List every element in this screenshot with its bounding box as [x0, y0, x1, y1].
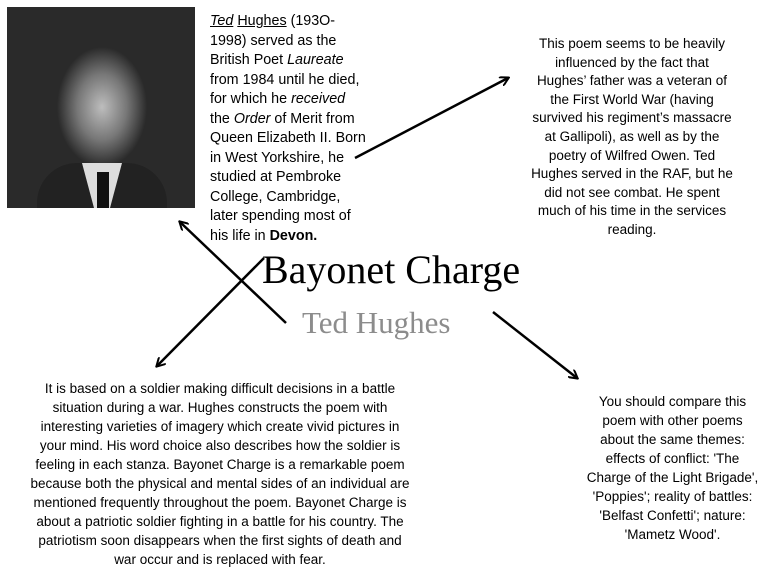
- bio-text: studied at Pembroke: [210, 169, 342, 185]
- bio-text: Laureate: [287, 52, 344, 68]
- influence-line: reading.: [607, 221, 657, 237]
- bio-text: 1998) served as the: [210, 32, 337, 49]
- summary-line: war occur and is replaced with fear.: [114, 552, 326, 567]
- bio-text: British Poet: [210, 52, 288, 68]
- bio-text: for which he: [210, 91, 292, 107]
- compare-line: You should compare this: [598, 394, 747, 409]
- bio-text: received: [291, 91, 346, 107]
- influence-line: survived his regiment’s massacre: [532, 110, 732, 126]
- bio-text: College, Cambridge,: [210, 188, 341, 205]
- bio-text: from 1984 until he died,: [210, 71, 360, 88]
- arrow-to-biography: [180, 222, 286, 323]
- bio-text: Ted: [210, 13, 234, 29]
- influence-line: at Gallipoli), as well as by the: [544, 128, 720, 144]
- influence-line: Hughes served in the RAF, but he: [531, 166, 733, 182]
- arrow-to-influence: [355, 78, 508, 158]
- summary-line: situation during a war. Hughes constructs the poem with: [52, 400, 388, 415]
- summary-line: interesting varieties of imagery which create vivid pictures in: [40, 419, 400, 434]
- poem-author: Ted Hughes: [302, 305, 451, 340]
- influence-line: much of his time in the services: [537, 203, 727, 219]
- arrow-to-compare: [493, 312, 577, 378]
- compare-line: about the same themes:: [600, 432, 745, 447]
- bio-text: in West Yorkshire, he: [210, 149, 345, 166]
- poem-title: Bayonet Charge: [262, 247, 521, 292]
- bio-text: of Merit from: [270, 110, 355, 127]
- influence-line: Hughes’ father was a veteran of: [536, 73, 728, 89]
- compare-line: Charge of the Light Brigade',: [586, 470, 759, 485]
- bio-text: Order: [233, 110, 271, 127]
- compare-line: 'Mametz Wood'.: [624, 527, 721, 542]
- influence-line: This poem seems to be heavily: [538, 36, 726, 51]
- summary-line: mentioned frequently throughout the poem. Bayonet Charge is: [33, 495, 407, 510]
- bio-text: Queen Elizabeth II. Born: [210, 130, 366, 146]
- bio-text: the: [210, 110, 234, 127]
- influence-line: poetry of Wilfred Owen. Ted: [548, 147, 716, 163]
- bio-text: Hughes: [237, 13, 287, 29]
- bio-text: Devon.: [269, 227, 318, 244]
- summary-line: your mind. His word choice also describes how the soldier is: [39, 438, 401, 453]
- bio-text: (193O-: [286, 13, 336, 29]
- arrow-to-summary: [157, 258, 264, 366]
- summary-line: about a patriotic soldier fighting in a battle for his country. The: [36, 514, 404, 529]
- compare-line: poem with other poems: [602, 413, 743, 428]
- bio-text: later spending most of: [210, 208, 351, 224]
- summary-line: patriotism soon disappears when the first sights of death and: [38, 533, 402, 548]
- summary-line: because both the physical and mental sides of an individual are: [30, 476, 410, 491]
- influence-line: the First World War (having: [550, 91, 714, 107]
- compare-line: 'Belfast Confetti'; nature:: [599, 508, 746, 523]
- compare-line: 'Poppies'; reality of battles:: [592, 489, 753, 504]
- influence-line: did not see combat. He spent: [544, 184, 720, 200]
- summary-line: It is based on a soldier making difficult decisions in a battle: [44, 381, 396, 396]
- influence-line: influenced by the fact that: [555, 54, 709, 70]
- summary-line: feeling in each stanza. Bayonet Charge is a remarkable poem: [35, 457, 405, 472]
- bio-text: his life in: [210, 227, 270, 244]
- compare-line: effects of conflict: 'The: [605, 451, 740, 466]
